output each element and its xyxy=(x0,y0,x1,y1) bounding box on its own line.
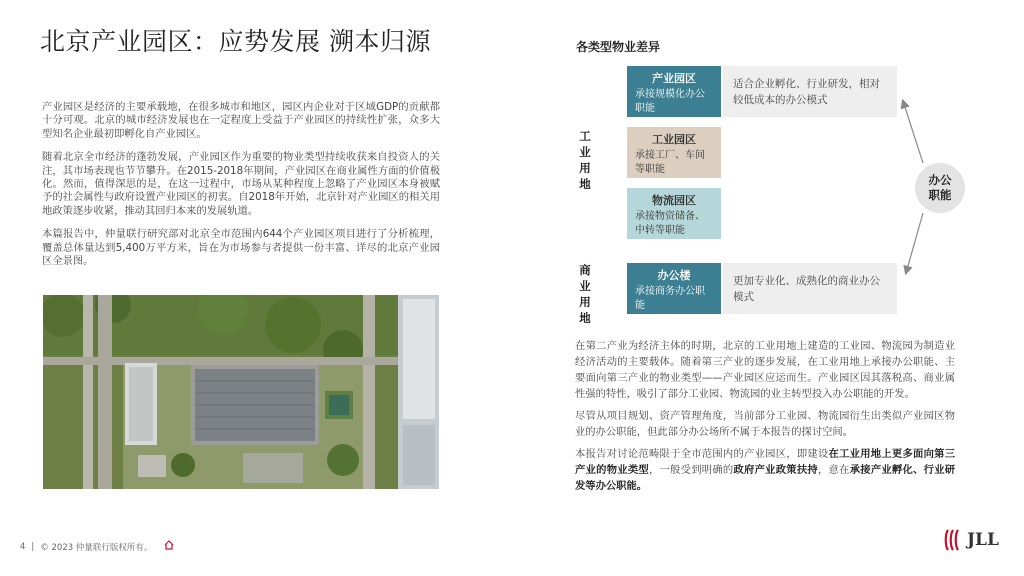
box-factory-park-title: 工业园区 xyxy=(652,133,696,146)
industrial-land-label: 工业用地 xyxy=(579,129,591,191)
note-office-building: 更加专业化、成熟化的商业办公模式 xyxy=(723,263,897,314)
p3-bold-b: 在工业用地上更多面向第三产业的物业类型 xyxy=(575,448,956,476)
analysis-paragraph-1: 在第二产业为经济主体的时期，北京的工业用地上建造的工业园、物流园为制造业经济活动的主要载体。随着第三产业的逐步发展，在工业用地上承接办公职能、主要面向第三产业的物业类型——产业园区应运而生。产业园区因其落税高、商业属性强的特性，吸引了部分工业园、物流园的业主转型投入办公职能的开发。 xyxy=(575,340,955,400)
p3-bold-f: 承接产业孵化、行业研发等办公职能。 xyxy=(575,464,956,492)
note-industrial-park: 适合企业孵化、行业研发，相对较低成本的办公模式 xyxy=(723,66,897,117)
footer-separator: | xyxy=(31,541,35,552)
box-office-building-desc: 承接商务办公职能 xyxy=(635,286,705,311)
commercial-land-label: 商业用地 xyxy=(579,263,591,325)
jll-logo-text: JLL xyxy=(967,530,999,550)
office-function-circle xyxy=(915,163,965,213)
office-function-label: 办公职能 xyxy=(928,173,952,202)
analysis-text xyxy=(575,338,955,500)
intro-paragraph-2: 随着北京全市经济的蓬勃发展，产业园区作为重要的物业类型持续收获来自投资人的关注，其市场表现也节节攀升。在2015-2018年期间，产业园区在商业属性方面的价值极化。然而，值得深思的是，在这一过程中，市场从某种程度上忽略了产业园区本身被赋予的社会属性与政府设置产业园区的初衷。自2018年开始，北京针对产业园区的相关用地政策逐步收紧，推动其回归本来的发展轨道。 xyxy=(42,151,440,217)
page-number: 4 xyxy=(20,541,26,552)
arrow-up xyxy=(903,101,923,163)
p3-text-e: ，意在 xyxy=(817,464,850,476)
p3-bold-d: 政府产业政策扶持 xyxy=(733,464,818,476)
jll-logo xyxy=(944,528,999,552)
footer xyxy=(20,540,174,553)
box-industrial-park-desc: 承接规模化办公职能 xyxy=(635,89,705,114)
copyright: © 2023 仲量联行版权所有。 xyxy=(40,542,153,553)
intro-paragraph-1: 产业园区是经济的主要承载地，在很多城市和地区，园区内企业对于区域GDP的贡献都十分可观。北京的城市经济发展也在一定程度上受益于产业园区的持续性扩张，众多大型知名企业最初即孵化自产业园区。 xyxy=(42,101,440,140)
box-logistics-park-title: 物流园区 xyxy=(652,194,696,207)
arrow-down xyxy=(906,213,923,273)
analysis-paragraph-2: 尽管从项目规划、资产管理角度，当前部分工业园、物流园衍生出类似产业园区物业的办公职能，但此部分办公场所不属于本报告的探讨空间。 xyxy=(575,410,955,438)
p3-text-c: ，一般受到明确的 xyxy=(648,464,734,476)
p3-text-a: 本报告对讨论范畴限于全市范围内的产业园区，即建设 xyxy=(575,448,829,460)
intro-paragraph-3: 本篇报告中，仲量联行研究部对北京全市范围内644个产业园区项目进行了分析梳理，覆盖总体量达到5,400万平方米，旨在为市场参与者提供一份丰富、详尽的北京产业园区全景图。 xyxy=(42,228,440,268)
home-icon[interactable] xyxy=(164,540,174,553)
box-factory-park-desc: 承接工厂、车间等职能 xyxy=(635,150,705,175)
jll-logo-icon xyxy=(944,528,964,552)
page-title: 北京产业园区：应势发展 溯本归源 xyxy=(40,27,431,56)
box-office-building-title: 办公楼 xyxy=(657,269,691,282)
diagram-title: 各类型物业差异 xyxy=(576,40,661,54)
box-industrial-park-title: 产业园区 xyxy=(652,72,696,85)
analysis-paragraph-3 xyxy=(575,446,955,494)
box-logistics-park-desc: 承接物资储备、中转等职能 xyxy=(635,211,705,236)
